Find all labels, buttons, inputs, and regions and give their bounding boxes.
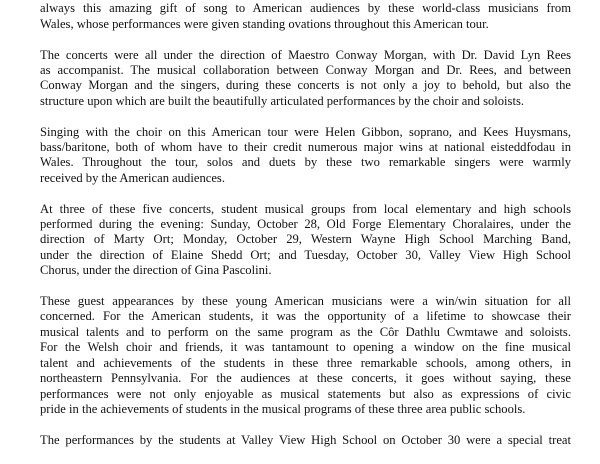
paragraph [40,48,571,110]
text-line: Singing with the choir on this American tour were Helen Gibbon, soprano, and Kees Huysmans, [40,124,571,139]
paragraph [40,294,571,417]
text-line: Conway Morgan and the singers, during these concerts is not only a joy to behold, but also the [40,78,571,93]
text-line: bass/baritone, both of whom have to their credit numerous major wins at national eisteddfodau in [40,140,571,155]
text-line: pride in the achievements of students in the musical programs of these three area public schools. [40,401,526,416]
text-line: Wales. Throughout the tour, solos and duets by these two remarkable singers were warmly [40,155,571,170]
paragraph [40,202,571,279]
text-line: under the direction of Elaine Shedd Ort; and Tuesday, October 30, Valley View High School [40,247,571,262]
text-line: At three of these five concerts, student musical groups from local elementary and high schools [40,201,571,216]
text-line: performed during the evening: Sunday, October 28, Old Forge Elementary Choralaires, under the [40,217,571,232]
text-line: structure upon which are built the beautifully articulated performances by the choir and soloists. [40,93,525,108]
text-line: musical talents and to perform on the same program as the Côr Dathlu Cwmtawe and soloists. [40,324,571,339]
text-line: The performances by the students at Valley View High School on October 30 were a special treat [40,432,571,447]
text-line: For the Welsh choir and friends, it was tantamount to opening a window on the fine musical [40,340,571,355]
text-line: performances were not only enjoyable as musical statements but also as expressions of civic [40,386,571,401]
paragraph [40,0,571,32]
text-line: Wales, whose performances were given standing ovations throughout this American tour. [40,16,489,31]
text-line: The concerts were all under the direction of Maestro Conway Morgan, with Dr. David Lyn Rees [40,47,571,62]
text-line: direction of Marty Ort; Monday, October 29, Western Wayne High School Marching Band, [40,232,571,247]
text-line: received by the American audiences. [40,170,225,185]
document-body [40,0,571,464]
text-line: These guest appearances by these young American musicians were a win/win situation for all [40,294,571,309]
paragraph [40,433,571,448]
paragraph [40,125,571,187]
text-line: northeastern Pennsylvania. For the audiences at these concerts, it goes without saying, these [40,371,571,386]
text-line: concerned. For the American students, it was the opportunity of a lifetime to showcase their [40,309,571,324]
text-line: as accompanist. The musical collaboration between Conway Morgan and Dr. Rees, and between [40,63,571,78]
text-line: talent and achievements of the students in these three remarkable schools, among others, in [40,355,571,370]
text-line: Chorus, under the direction of Gina Pascolini. [40,263,272,278]
text-line: always this amazing gift of song to American audiences by these world-class musicians from [40,1,571,16]
